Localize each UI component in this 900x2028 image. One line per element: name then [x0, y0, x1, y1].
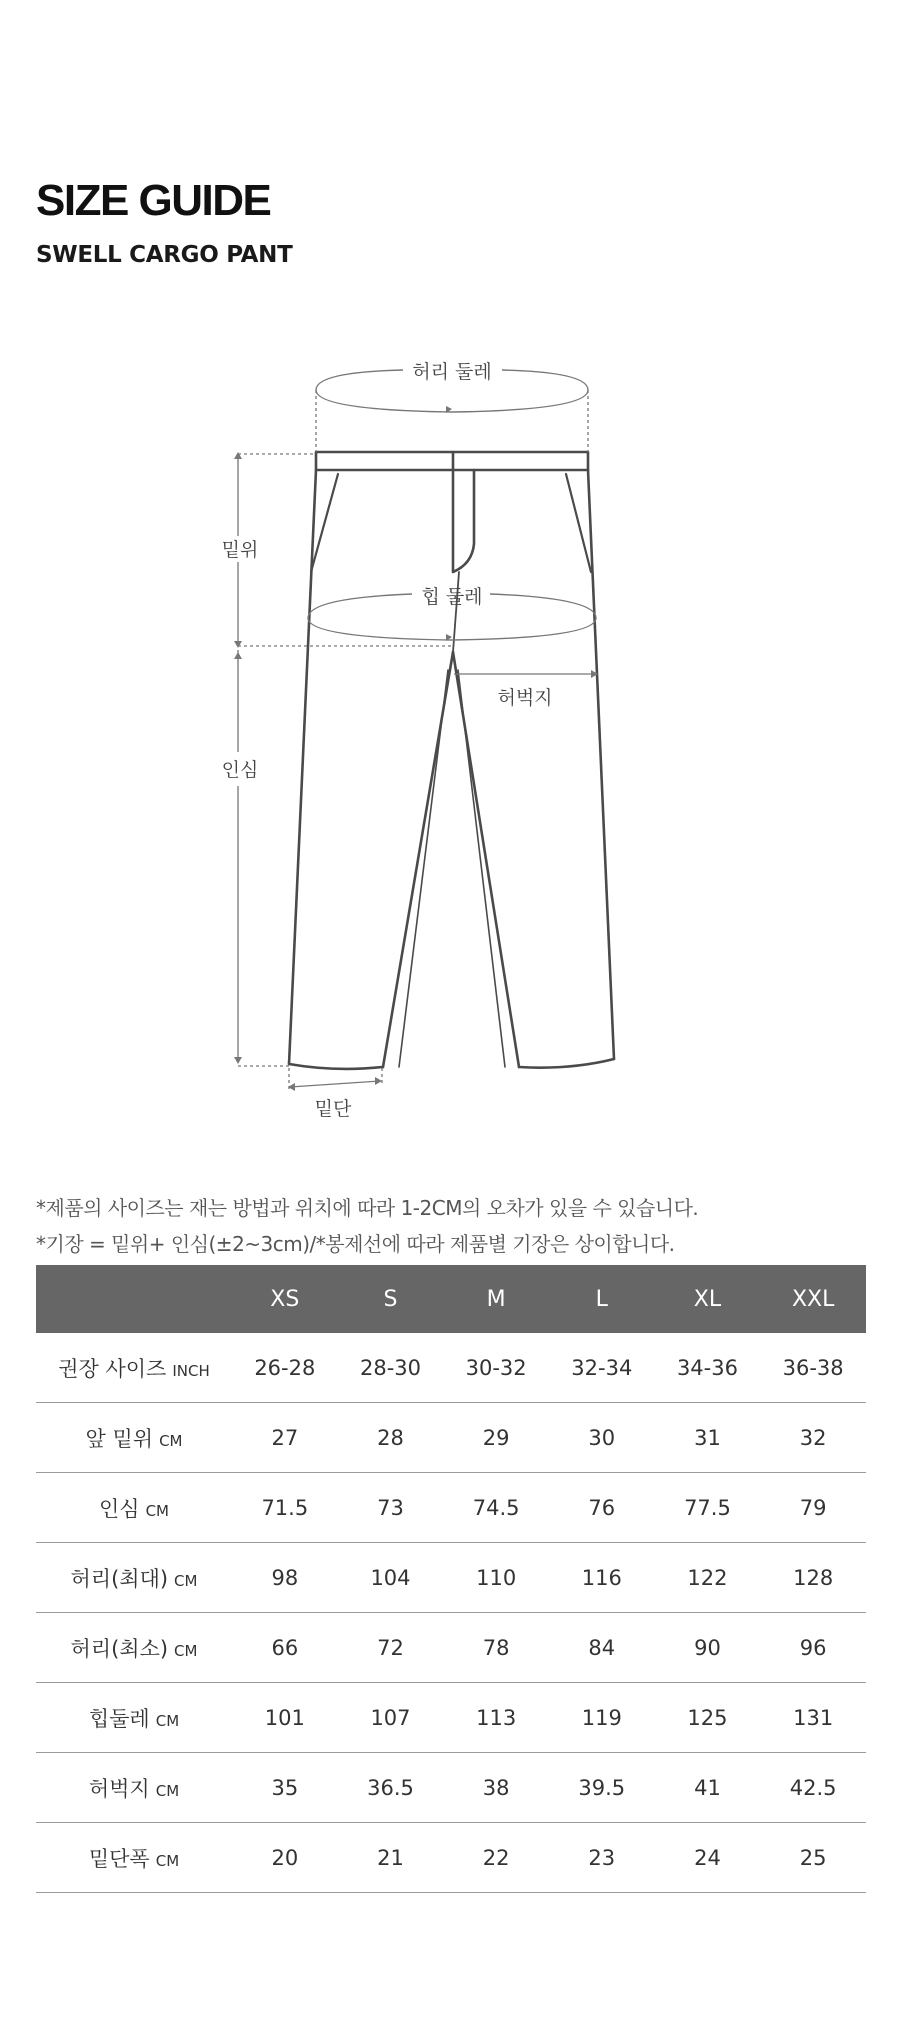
row-unit: CM	[145, 1501, 169, 1520]
table-row	[36, 1473, 866, 1543]
table-row	[36, 1823, 866, 1893]
size-value-cell: 107	[338, 1683, 444, 1753]
hip-label: 힙 둘레	[421, 586, 483, 608]
size-value-cell: 26-28	[232, 1333, 338, 1403]
column-header-l: L	[549, 1265, 655, 1333]
size-value-cell: 27	[232, 1403, 338, 1473]
row-label-text: 권장 사이즈	[58, 1356, 167, 1381]
size-value-cell: 28-30	[338, 1333, 444, 1403]
row-unit: CM	[159, 1431, 183, 1450]
size-value-cell: 76	[549, 1473, 655, 1543]
size-value-cell: 116	[549, 1543, 655, 1613]
thigh-label: 허벅지	[497, 687, 553, 709]
column-header	[36, 1265, 232, 1333]
hem-label: 밑단	[314, 1098, 352, 1120]
product-name: SWELL CARGO PANT	[36, 242, 293, 268]
row-label-text: 인심	[99, 1496, 140, 1521]
size-value-cell: 35	[232, 1753, 338, 1823]
size-value-cell: 131	[760, 1683, 866, 1753]
size-value-cell: 90	[655, 1613, 761, 1683]
pocket-lines	[311, 474, 591, 1067]
table-row	[36, 1543, 866, 1613]
row-unit: CM	[155, 1711, 180, 1730]
size-value-cell: 122	[655, 1543, 761, 1613]
size-value-cell: 25	[760, 1823, 866, 1893]
row-label	[36, 1823, 232, 1893]
size-value-cell: 23	[549, 1823, 655, 1893]
size-value-cell: 30-32	[443, 1333, 549, 1403]
size-value-cell: 42.5	[760, 1753, 866, 1823]
table-row	[36, 1613, 866, 1683]
size-value-cell: 128	[760, 1543, 866, 1613]
measurement-notes	[36, 1190, 876, 1262]
table-row	[36, 1333, 866, 1403]
row-label	[36, 1753, 232, 1823]
size-value-cell: 36-38	[760, 1333, 866, 1403]
size-value-cell: 84	[549, 1613, 655, 1683]
size-value-cell: 74.5	[443, 1473, 549, 1543]
row-label-text: 허리(최소)	[70, 1636, 169, 1661]
column-header-xl: XL	[655, 1265, 761, 1333]
size-value-cell: 101	[232, 1683, 338, 1753]
row-unit: INCH	[172, 1361, 210, 1380]
size-value-cell: 38	[443, 1753, 549, 1823]
row-label	[36, 1683, 232, 1753]
size-value-cell: 28	[338, 1403, 444, 1473]
size-value-cell: 104	[338, 1543, 444, 1613]
size-value-cell: 34-36	[655, 1333, 761, 1403]
size-value-cell: 30	[549, 1403, 655, 1473]
size-value-cell: 39.5	[549, 1753, 655, 1823]
row-unit: CM	[174, 1571, 198, 1590]
size-value-cell: 79	[760, 1473, 866, 1543]
size-value-cell: 78	[443, 1613, 549, 1683]
size-value-cell: 73	[338, 1473, 444, 1543]
row-label	[36, 1613, 232, 1683]
size-value-cell: 110	[443, 1543, 549, 1613]
size-value-cell: 71.5	[232, 1473, 338, 1543]
note-tolerance: *제품의 사이즈는 재는 방법과 위치에 따라 1-2CM의 오차가 있을 수 있습니다.	[36, 1196, 699, 1220]
size-value-cell: 36.5	[338, 1753, 444, 1823]
row-label	[36, 1333, 232, 1403]
size-value-cell: 125	[655, 1683, 761, 1753]
row-label	[36, 1543, 232, 1613]
column-header-s: S	[338, 1265, 444, 1333]
page-title: SIZE GUIDE	[36, 176, 271, 225]
row-unit: CM	[155, 1781, 180, 1800]
size-value-cell: 66	[232, 1613, 338, 1683]
column-header-m: M	[443, 1265, 549, 1333]
size-value-cell: 96	[760, 1613, 866, 1683]
pants-measurement-diagram	[0, 340, 900, 1130]
column-header-xs: XS	[232, 1265, 338, 1333]
table-header-row	[36, 1265, 866, 1333]
size-value-cell: 72	[338, 1613, 444, 1683]
size-value-cell: 29	[443, 1403, 549, 1473]
row-label-text: 힙둘레	[88, 1706, 150, 1731]
row-label	[36, 1403, 232, 1473]
size-value-cell: 119	[549, 1683, 655, 1753]
row-label-text: 앞 밑위	[85, 1426, 154, 1451]
note-length: *기장 = 밑위+ 인심(±2~3cm)/*봉제선에 따라 제품별 기장은 상이합니다.	[36, 1232, 675, 1256]
row-label-text: 허리(최대)	[70, 1566, 169, 1591]
size-value-cell: 32-34	[549, 1333, 655, 1403]
size-value-cell: 24	[655, 1823, 761, 1893]
table-row	[36, 1683, 866, 1753]
pants-outline	[289, 452, 614, 1069]
size-value-cell: 31	[655, 1403, 761, 1473]
waist-label: 허리 둘레	[412, 361, 492, 383]
size-value-cell: 32	[760, 1403, 866, 1473]
row-label-text: 밑단폭	[88, 1846, 150, 1871]
size-value-cell: 21	[338, 1823, 444, 1893]
size-value-cell: 41	[655, 1753, 761, 1823]
size-value-cell: 98	[232, 1543, 338, 1613]
row-unit: CM	[155, 1851, 180, 1870]
size-value-cell: 77.5	[655, 1473, 761, 1543]
size-value-cell: 20	[232, 1823, 338, 1893]
size-value-cell: 22	[443, 1823, 549, 1893]
inseam-label: 인심	[221, 759, 259, 781]
row-label-text: 허벅지	[88, 1776, 150, 1801]
column-header-xxl: XXL	[760, 1265, 866, 1333]
size-chart-table	[36, 1265, 866, 1893]
row-label	[36, 1473, 232, 1543]
row-unit: CM	[174, 1641, 198, 1660]
size-value-cell: 113	[443, 1683, 549, 1753]
table-row	[36, 1753, 866, 1823]
rise-label: 밑위	[221, 539, 259, 561]
table-row	[36, 1403, 866, 1473]
